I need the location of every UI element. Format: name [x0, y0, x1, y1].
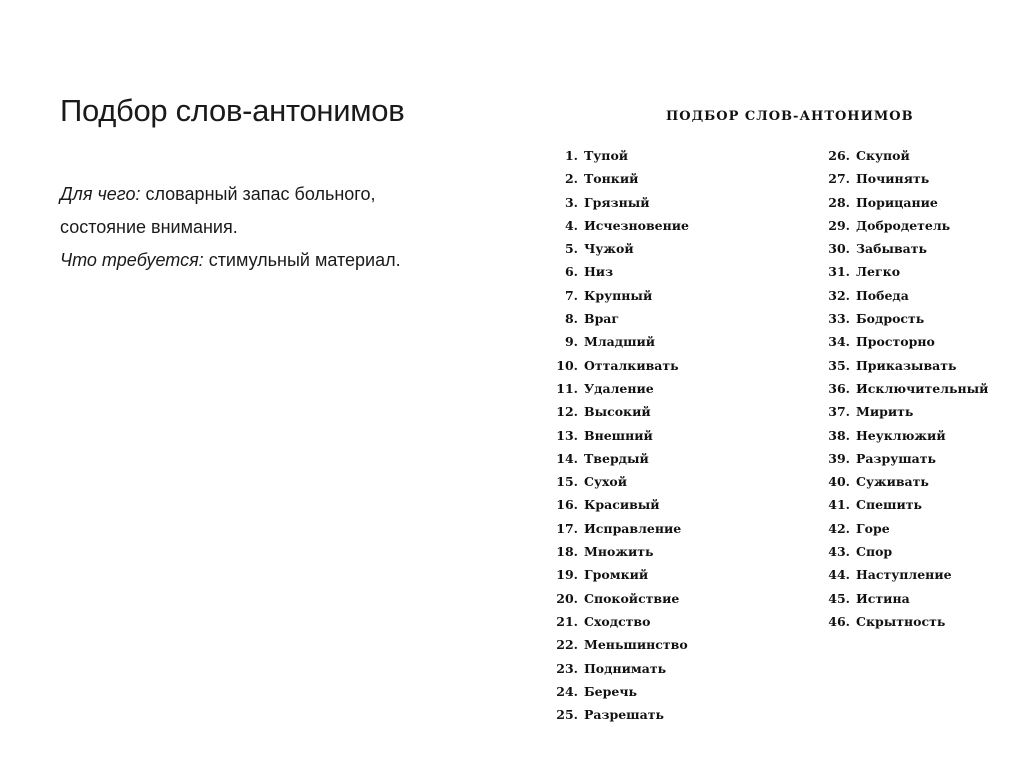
word-item [548, 517, 689, 540]
word-item [548, 237, 689, 260]
word-text: Починять [856, 171, 930, 187]
word-item [548, 424, 689, 447]
word-item [820, 144, 988, 167]
word-item [548, 330, 689, 353]
word-item [548, 657, 689, 680]
word-text: Тупой [584, 148, 629, 163]
word-text: Скупой [856, 148, 910, 163]
word-number: 6. [564, 264, 578, 280]
word-text: Сходство [584, 613, 651, 629]
word-text: Сухой [584, 474, 628, 490]
word-item [548, 377, 689, 400]
word-item [548, 144, 689, 167]
word-item [820, 237, 988, 260]
word-text: Низ [584, 264, 614, 280]
word-number: 36. [828, 380, 850, 396]
word-number: 45. [828, 590, 850, 606]
word-text: Истина [856, 590, 910, 606]
word-item [820, 214, 988, 237]
word-text: Исправление [584, 520, 682, 536]
requirements-line [60, 244, 500, 277]
slide-title: Подбор слов-антонимов [60, 92, 405, 128]
word-number: 32. [828, 287, 850, 303]
word-text: Грязный [584, 194, 650, 210]
word-item [548, 447, 689, 470]
word-number: 13. [556, 427, 578, 443]
word-number: 22. [556, 637, 578, 653]
word-item [820, 400, 988, 423]
word-item [820, 354, 988, 377]
word-item [548, 563, 689, 586]
word-number: 39. [828, 450, 850, 466]
word-text: Горе [856, 520, 890, 536]
word-number: 15. [556, 474, 578, 490]
word-item [820, 330, 988, 353]
word-text: Суживать [856, 474, 929, 490]
word-item [548, 214, 689, 237]
word-text: Разрешать [584, 707, 664, 723]
word-number: 17. [556, 520, 578, 536]
requirements-text: стимульный материал. [203, 250, 401, 270]
word-text: Порицание [856, 194, 938, 210]
word-item [820, 424, 988, 447]
purpose-line [60, 178, 500, 211]
word-item [548, 540, 689, 563]
word-item [820, 377, 988, 400]
word-item [548, 470, 689, 493]
word-item [548, 680, 689, 703]
word-number: 1. [564, 148, 578, 163]
word-text: Спешить [856, 497, 922, 513]
word-text: Громкий [584, 567, 649, 583]
word-number: 44. [828, 567, 850, 583]
purpose-line-2: состояние внимания. [60, 217, 238, 237]
word-text: Беречь [584, 683, 637, 699]
word-number: 14. [556, 450, 578, 466]
word-text: Спокойствие [584, 590, 680, 606]
word-item [820, 284, 988, 307]
word-number: 9. [564, 334, 578, 350]
word-item [548, 307, 689, 330]
word-text: Множить [584, 544, 654, 560]
word-number: 26. [828, 148, 850, 163]
word-item [820, 307, 988, 330]
word-number: 8. [564, 311, 578, 327]
word-number: 18. [556, 544, 578, 560]
word-text: Внешний [584, 427, 653, 443]
word-text: Красивый [584, 497, 660, 513]
word-text: Добродетель [856, 217, 951, 233]
word-number: 40. [828, 474, 850, 490]
word-text: Враг [584, 311, 620, 327]
word-text: Высокий [584, 404, 651, 420]
word-number: 43. [828, 544, 850, 560]
requirements-label: Что требуется: [60, 250, 204, 270]
word-text: Исключительный [856, 380, 989, 396]
purpose-text: словарный запас больного, [140, 184, 376, 204]
left-column [548, 144, 689, 726]
word-number: 25. [556, 707, 578, 723]
word-number: 19. [556, 567, 578, 583]
word-item [548, 633, 689, 656]
word-text: Исчезновение [584, 217, 689, 233]
word-text: Поднимать [584, 660, 667, 676]
word-text: Приказывать [856, 357, 957, 373]
word-item [820, 540, 988, 563]
word-number: 35. [828, 357, 850, 373]
word-text: Крупный [584, 287, 653, 303]
word-number: 23. [556, 660, 578, 676]
word-number: 11. [556, 380, 578, 396]
word-number: 4. [564, 217, 578, 233]
word-number: 28. [828, 194, 850, 210]
word-number: 38. [828, 427, 850, 443]
word-number: 33. [828, 311, 850, 327]
word-item [820, 587, 988, 610]
word-text: Тонкий [584, 171, 639, 187]
word-text: Наступление [856, 567, 952, 583]
word-text: Мирить [856, 404, 914, 420]
word-text: Неуклюжий [856, 427, 946, 443]
word-text: Легко [856, 264, 901, 280]
word-item [548, 354, 689, 377]
word-text: Забывать [856, 241, 927, 257]
word-number: 41. [828, 497, 850, 513]
word-item [548, 191, 689, 214]
word-text: Разрушать [856, 450, 936, 466]
word-text: Отталкивать [584, 357, 679, 373]
word-text: Удаление [584, 380, 654, 396]
word-text: Просторно [856, 334, 935, 350]
word-number: 42. [828, 520, 850, 536]
word-text: Спор [856, 544, 893, 560]
word-item [820, 260, 988, 283]
scan-title: ПОДБОР СЛОВ-АНТОНИМОВ [666, 109, 914, 124]
word-item [820, 167, 988, 190]
word-item [820, 517, 988, 540]
word-number: 3. [564, 194, 578, 210]
word-text: Младший [584, 334, 656, 350]
word-item [548, 260, 689, 283]
word-number: 27. [828, 171, 850, 187]
word-item [820, 563, 988, 586]
word-number: 2. [564, 171, 578, 187]
word-number: 7. [564, 287, 578, 303]
word-item [548, 703, 689, 726]
word-text: Чужой [584, 241, 634, 257]
word-number: 34. [828, 334, 850, 350]
word-number: 30. [828, 241, 850, 257]
word-item [820, 191, 988, 214]
word-number: 46. [828, 613, 850, 629]
word-item [548, 587, 689, 610]
word-number: 16. [556, 497, 578, 513]
word-number: 5. [564, 241, 578, 257]
word-number: 20. [556, 590, 578, 606]
word-item [548, 610, 689, 633]
word-item [820, 447, 988, 470]
word-text: Бодрость [856, 311, 925, 327]
word-number: 10. [556, 357, 578, 373]
word-item [548, 284, 689, 307]
word-item [548, 493, 689, 516]
word-item [820, 610, 988, 633]
word-number: 24. [556, 683, 578, 699]
word-text: Скрытность [856, 613, 946, 629]
word-text: Меньшинство [584, 637, 688, 653]
word-item [820, 493, 988, 516]
word-number: 37. [828, 404, 850, 420]
word-item [548, 400, 689, 423]
word-item [548, 167, 689, 190]
right-column [820, 144, 988, 633]
word-item [820, 470, 988, 493]
word-number: 12. [556, 404, 578, 420]
word-text: Победа [856, 287, 909, 303]
word-number: 29. [828, 217, 850, 233]
scanned-word-list [540, 100, 989, 730]
description-block [60, 178, 500, 277]
purpose-label: Для чего: [60, 184, 141, 204]
word-text: Твердый [584, 450, 649, 466]
word-number: 31. [828, 264, 850, 280]
word-number: 21. [556, 613, 578, 629]
